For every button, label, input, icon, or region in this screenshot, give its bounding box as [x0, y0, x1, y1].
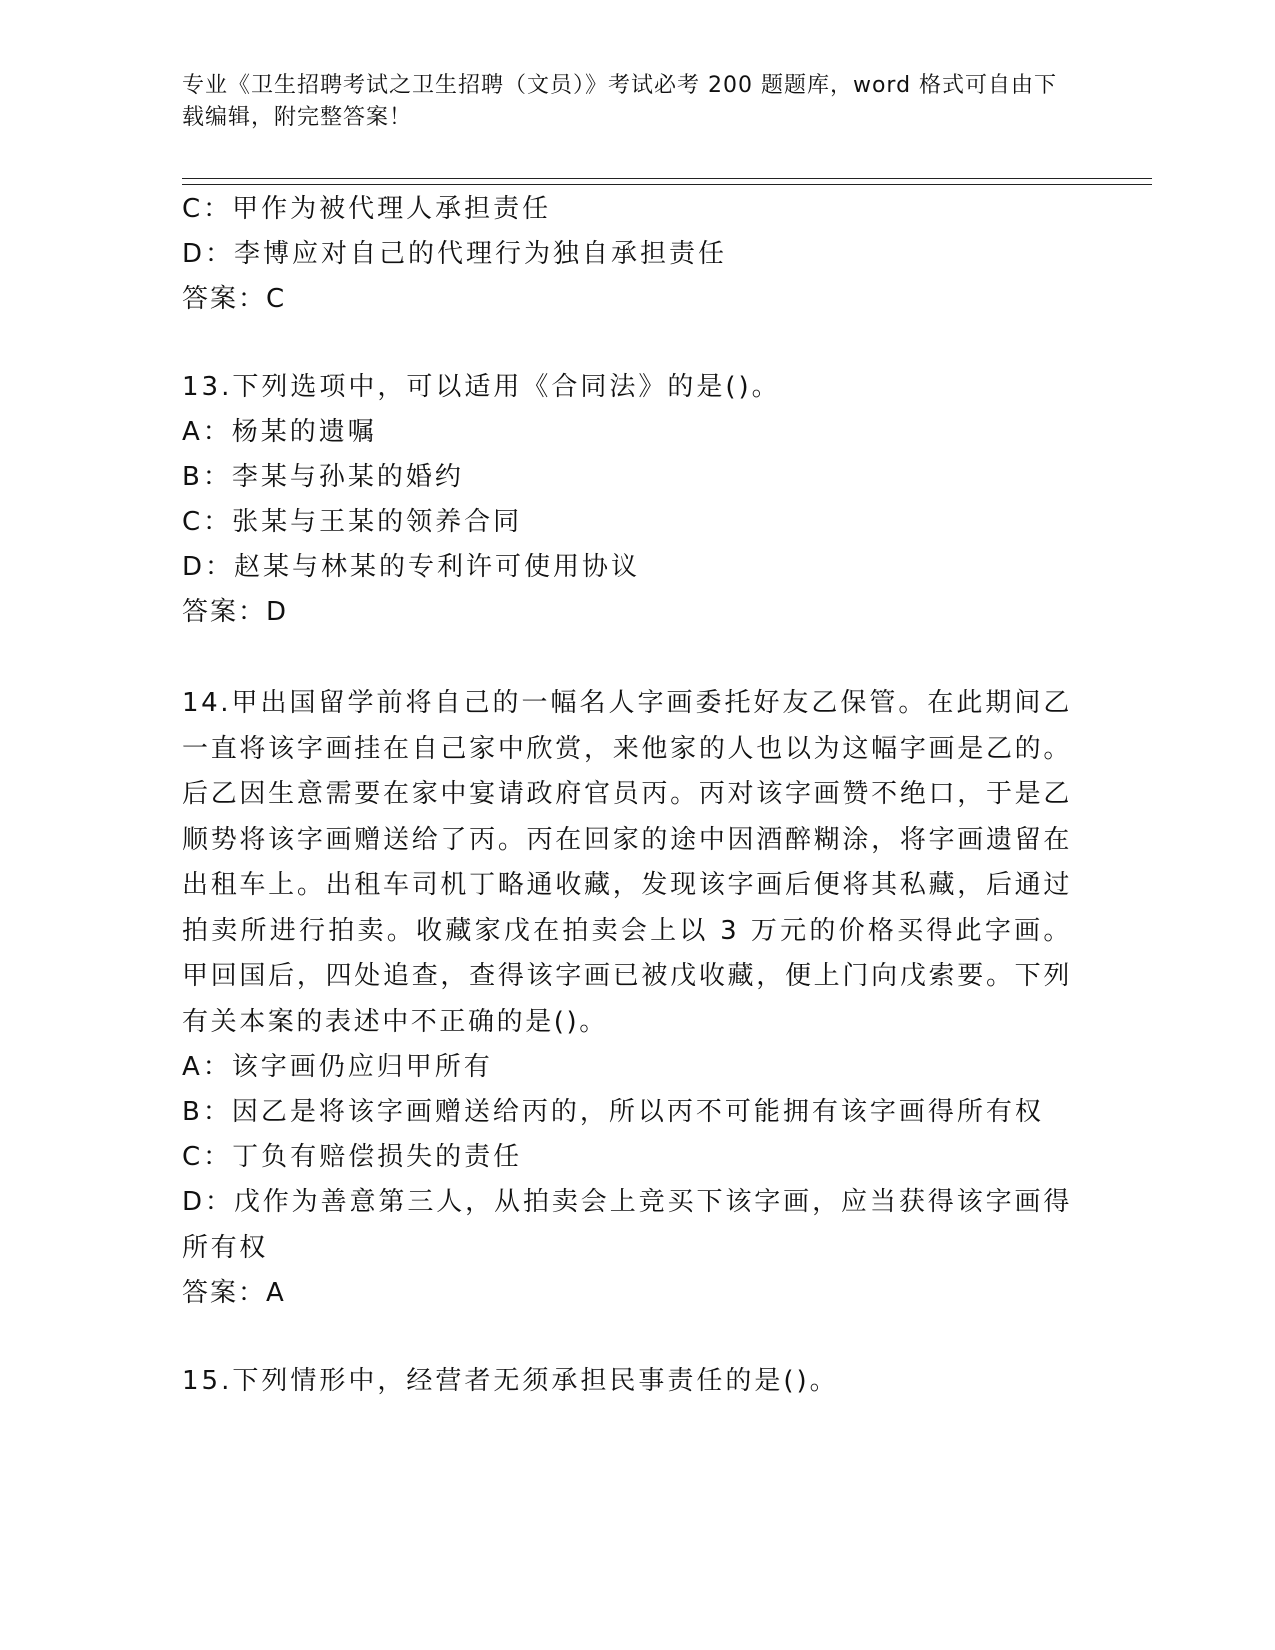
- question-text: 14.甲出国留学前将自己的一幅名人字画委托好友乙保管。在此期间乙一直将该字画挂在自己家中欣赏，来他家的人也以为这幅字画是乙的。后乙因生意需要在家中宴请政府官员丙。丙对该字画赞不绝口，于是乙顺势将该字画赠送给了丙。丙在回家的途中因酒醉糊涂，将字画遗留在出租车上。出租车司机丁略通收藏，发现该字画后便将其私藏，后通过拍卖所进行拍卖。收藏家戊在拍卖会上以 3 万元的价格买得此字画。甲回国后，四处追查，查得该字画已被戊收藏，便上门向戊索要。下列有关本案的表述中不正确的是()。: [182, 688, 1072, 1037]
- option-d: D：戊作为善意第三人，从拍卖会上竞买下该字画，应当获得该字画得所有权: [182, 1187, 1072, 1263]
- option-d: D：赵某与林某的专利许可使用协议: [182, 552, 641, 582]
- option-b: B：因乙是将该字画赠送给丙的，所以丙不可能拥有该字画得所有权: [182, 1097, 1044, 1127]
- option-c: C：张某与王某的领养合同: [182, 507, 523, 537]
- document-body: [182, 187, 1072, 1404]
- option-c: C：丁负有赔偿损失的责任: [182, 1142, 523, 1172]
- option-b: B：李某与孙某的婚约: [182, 462, 464, 492]
- answer: 答案：D: [182, 597, 289, 627]
- option-a: A：该字画仍应归甲所有: [182, 1052, 493, 1082]
- header-title: 专业《卫生招聘考试之卫生招聘（文员）》考试必考 200 题题库，word 格式可自由下载编辑，附完整答案！: [182, 73, 1058, 130]
- document-header: [182, 70, 1062, 134]
- question-text: 15.下列情形中，经营者无须承担民事责任的是()。: [182, 1366, 839, 1396]
- question-13: [182, 365, 1072, 635]
- question-12-tail: [182, 187, 1072, 322]
- question-text: 13.下列选项中，可以适用《合同法》的是()。: [182, 372, 781, 402]
- header-divider-top: [182, 178, 1152, 179]
- answer: 答案：C: [182, 284, 287, 314]
- option-c: C：甲作为被代理人承担责任: [182, 194, 552, 224]
- option-a: A：杨某的遗嘱: [182, 417, 377, 447]
- header-divider-bottom: [182, 184, 1152, 185]
- answer: 答案：A: [182, 1278, 286, 1308]
- option-d: D：李博应对自己的代理行为独自承担责任: [182, 239, 728, 269]
- question-14: [182, 681, 1072, 1316]
- question-15: [182, 1359, 1072, 1404]
